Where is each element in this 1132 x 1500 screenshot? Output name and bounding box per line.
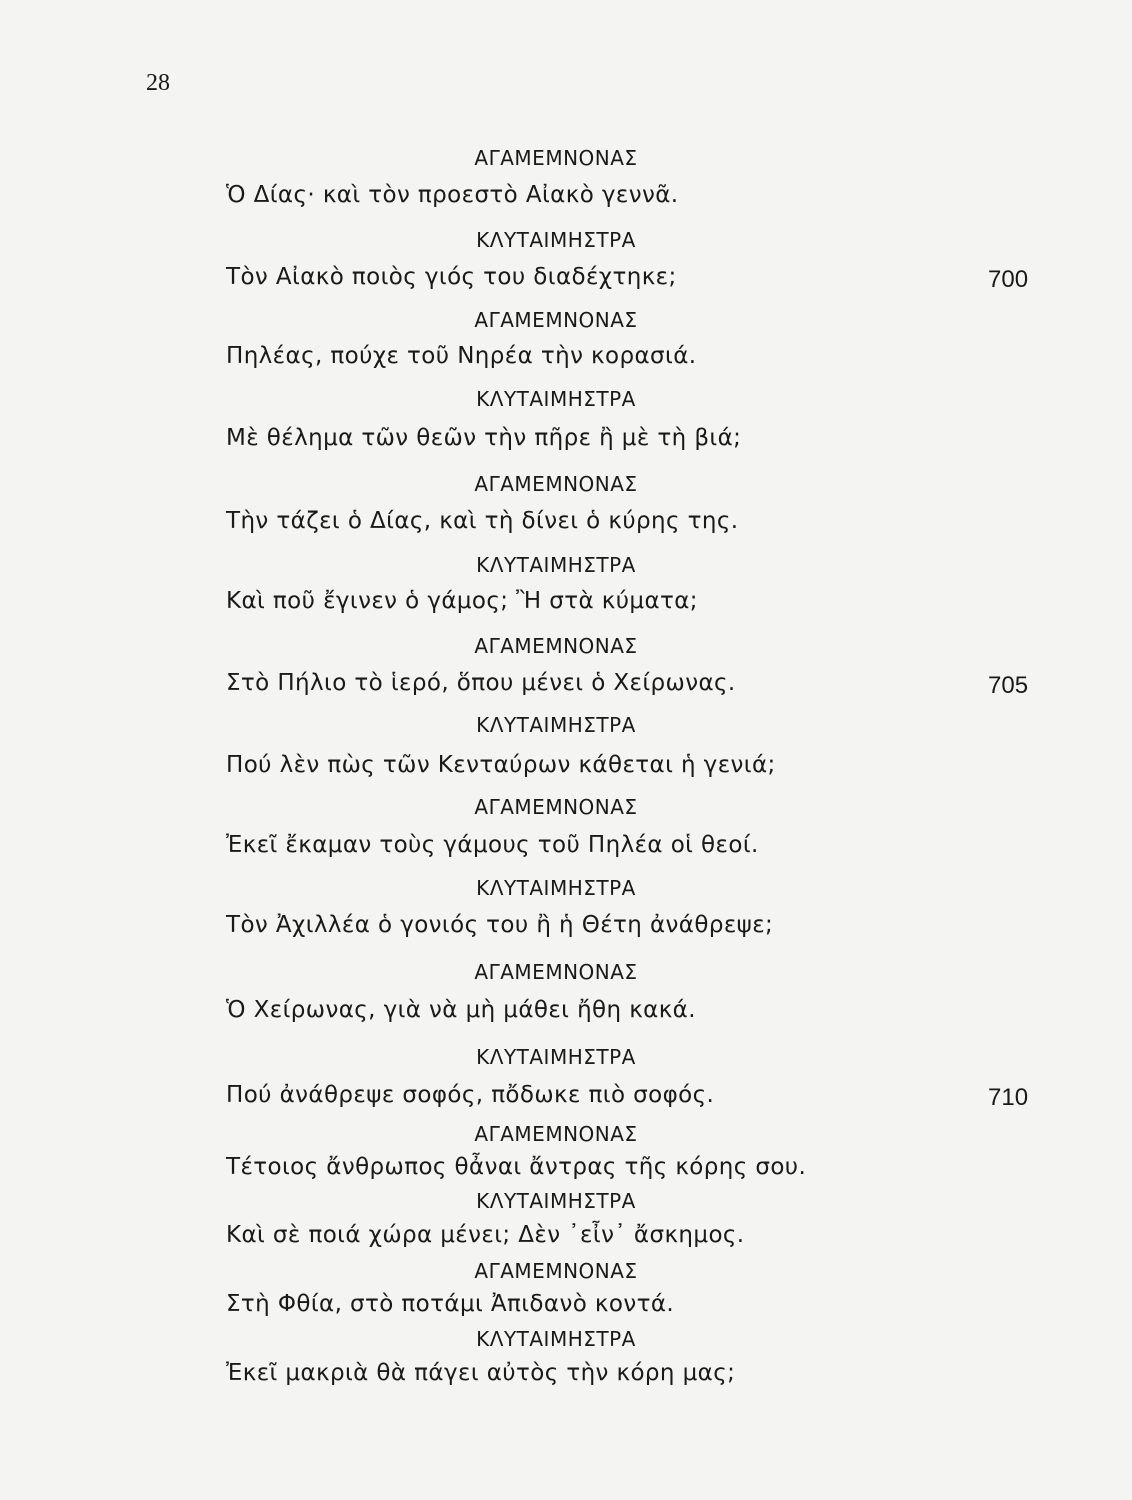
page-number: 28 bbox=[146, 70, 170, 96]
verse-line: Καὶ σὲ ποιά χώρα μένει; Δὲν ᾽εἶν᾽ ἄσκημος. bbox=[226, 1222, 745, 1248]
verse-line: Ἐκεῖ μακριὰ θὰ πάγει αὐτὸς τὴν κόρη μας; bbox=[226, 1360, 736, 1386]
verse-line: Τὴν τάζει ὁ Δίας, καὶ τὴ δίνει ὁ κύρης της. bbox=[226, 508, 739, 534]
speaker-name: ΑΓΑΜΕΜΝΟΝΑΣ bbox=[474, 308, 638, 332]
verse-line: Ὁ Δίας· καὶ τὸν προεστὸ Αἰακὸ γεννᾶ. bbox=[226, 182, 679, 208]
line-number: 700 bbox=[988, 266, 1029, 293]
verse-line: Ἐκεῖ ἔκαμαν τοὺς γάμους τοῦ Πηλέα οἱ θεοί. bbox=[226, 832, 759, 858]
speaker-name: ΚΛΥΤΑΙΜΗΣΤΡΑ bbox=[476, 1327, 636, 1351]
verse-line: Στὸ Πήλιο τὸ ἱερό, ὅπου μένει ὁ Χείρωνας. bbox=[226, 670, 736, 696]
verse-line: Καὶ ποῦ ἔγινεν ὁ γάμος; Ἢ στὰ κύματα; bbox=[226, 588, 698, 614]
speaker-name: ΚΛΥΤΑΙΜΗΣΤΡΑ bbox=[476, 713, 636, 737]
line-number: 710 bbox=[988, 1084, 1029, 1111]
line-number: 705 bbox=[988, 672, 1029, 699]
speaker-name: ΚΛΥΤΑΙΜΗΣΤΡΑ bbox=[476, 876, 636, 900]
speaker-name: ΑΓΑΜΕΜΝΟΝΑΣ bbox=[474, 795, 638, 819]
verse-line: Μὲ θέλημα τῶν θεῶν τὴν πῆρε ἢ μὲ τὴ βιά; bbox=[226, 425, 742, 451]
verse-line: Πού ἀνάθρεψε σοφός, πὄδωκε πιὸ σοφός. bbox=[226, 1082, 715, 1108]
speaker-name: ΚΛΥΤΑΙΜΗΣΤΡΑ bbox=[476, 387, 636, 411]
speaker-name: ΑΓΑΜΕΜΝΟΝΑΣ bbox=[474, 1259, 638, 1283]
verse-line: Στὴ Φθία, στὸ ποτάμι Ἀπιδανὸ κοντά. bbox=[226, 1291, 675, 1317]
verse-line: Τὸν Αἰακὸ ποιὸς γιός του διαδέχτηκε; bbox=[226, 264, 677, 290]
verse-line: Ὁ Χείρωνας, γιὰ νὰ μὴ μάθει ἤθη κακά. bbox=[226, 997, 696, 1023]
speaker-name: ΑΓΑΜΕΜΝΟΝΑΣ bbox=[474, 472, 638, 496]
speaker-name: ΚΛΥΤΑΙΜΗΣΤΡΑ bbox=[476, 1045, 636, 1069]
speaker-name: ΑΓΑΜΕΜΝΟΝΑΣ bbox=[474, 634, 638, 658]
speaker-name: ΑΓΑΜΕΜΝΟΝΑΣ bbox=[474, 146, 638, 170]
verse-line: Τέτοιος ἄνθρωπος θἆναι ἄντρας τῆς κόρης σου. bbox=[226, 1154, 807, 1180]
speaker-name: ΚΛΥΤΑΙΜΗΣΤΡΑ bbox=[476, 1189, 636, 1213]
speaker-name: ΚΛΥΤΑΙΜΗΣΤΡΑ bbox=[476, 228, 636, 252]
verse-line: Πηλέας, πούχε τοῦ Νηρέα τὴν κορασιά. bbox=[226, 343, 697, 369]
speaker-name: ΑΓΑΜΕΜΝΟΝΑΣ bbox=[474, 960, 638, 984]
verse-line: Τὸν Ἀχιλλέα ὁ γονιός του ἢ ἡ Θέτη ἀνάθρεψε; bbox=[226, 912, 774, 938]
speaker-name: ΚΛΥΤΑΙΜΗΣΤΡΑ bbox=[476, 553, 636, 577]
verse-line: Πού λὲν πὼς τῶν Κενταύρων κάθεται ἡ γενιά; bbox=[226, 752, 776, 778]
speaker-name: ΑΓΑΜΕΜΝΟΝΑΣ bbox=[474, 1122, 638, 1146]
